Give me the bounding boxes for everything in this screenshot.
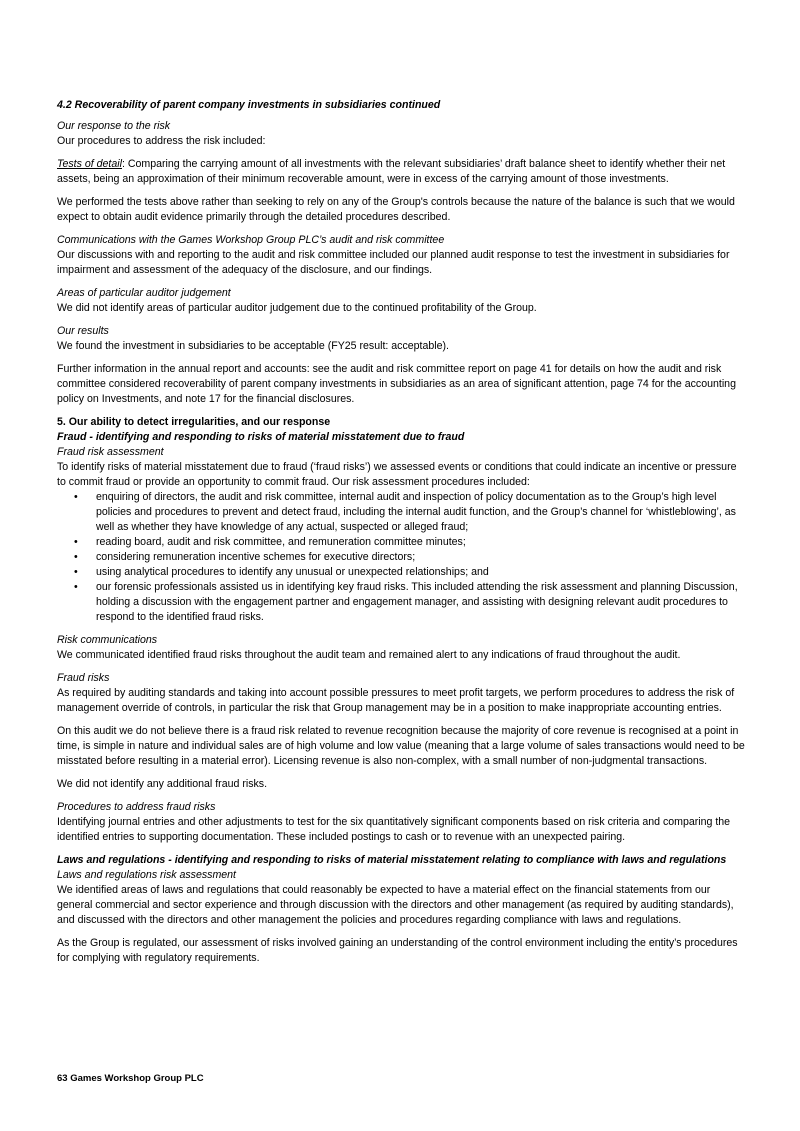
section-heading-4-2: 4.2 Recoverability of parent company investments in subsidiaries continued xyxy=(57,99,441,111)
list-item xyxy=(57,550,745,565)
subheading-communications: Communications with the Games Workshop Group PLC’s audit and risk committee xyxy=(57,234,445,246)
subheading-procedures: Procedures to address fraud risks xyxy=(57,801,216,813)
paragraph-revenue-recognition: On this audit we do not believe there is a fraud risk related to revenue recognition because the majority of core revenue is recognised at a point in time, is simple in nature and individual sales are of high volume and low value (meaning that a large volume of sales transactions would need to be misstated before resulting in a material error). Licensing revenue is also non-complex, with a small number of non-judgmental transactions. xyxy=(57,725,745,767)
document-page xyxy=(57,98,745,966)
list-item-text: our forensic professionals assisted us in identifying key fraud risks. This included attending the risk assessment and planning Discussion, holding a discussion with the engagement partner and engagement manager, and assisting with designing relevant audit procedures to respond to the identified fraud risks. xyxy=(96,581,738,623)
subheading-laws: Laws and regulations - identifying and responding to risks of material misstatement relating to compliance with laws and regulations xyxy=(57,854,727,866)
list-item-text: considering remuneration incentive schemes for executive directors; xyxy=(96,551,416,563)
paragraph-fraud-risks: As required by auditing standards and taking into account possible pressures to meet profit targets, we perform procedures to address the risk of management override of controls, in particular the risk that Group management may be in a position to make inappropriate accounting entries. xyxy=(57,687,735,714)
list-item-text: using analytical procedures to identify any unusual or unexpected relationships; and xyxy=(96,566,489,578)
paragraph-risk-communications: We communicated identified fraud risks throughout the audit team and remained alert to any indications of fraud throughout the audit. xyxy=(57,649,681,661)
tests-of-detail-label: Tests of detail xyxy=(57,158,122,170)
section-heading-5: 5. Our ability to detect irregularities, and our response xyxy=(57,416,331,428)
tests-of-detail-text: : Comparing the carrying amount of all investments with the relevant subsidiaries’ draft balance sheet to identify whether their net assets, being an approximation of their minimum recoverable amount, were in excess of the carrying amount of those investments. xyxy=(57,158,726,185)
subheading-fraud: Fraud - identifying and responding to risks of material misstatement due to fraud xyxy=(57,431,465,443)
fraud-procedures-list xyxy=(57,490,745,625)
paragraph-response-intro: Our procedures to address the risk included: xyxy=(57,135,266,147)
bullet-icon: • xyxy=(74,551,78,563)
paragraph-further-info: Further information in the annual report and accounts: see the audit and risk committee report on page 41 for details on how the audit and risk committee considered recoverability of parent company investments in subsidiaries as an area of significant attention, page 74 for the accounting policy on Investments, and note 17 for the financial disclosures. xyxy=(57,363,736,405)
list-item xyxy=(57,535,745,550)
paragraph-no-additional-risks: We did not identify any additional fraud risks. xyxy=(57,778,268,790)
paragraph-tests-reason: We performed the tests above rather than seeking to rely on any of the Group's controls because the nature of the balance is such that we would expect to obtain audit evidence primarily through the detailed procedures described. xyxy=(57,196,735,223)
bullet-icon: • xyxy=(74,536,78,548)
paragraph-procedures: Identifying journal entries and other adjustments to test for the six quantitatively significant components based on risk criteria and comparing the identified entries to supporting documentation. These included postings to cash or to revenue with an unexpected pairing. xyxy=(57,816,731,843)
bullet-icon: • xyxy=(74,566,78,578)
subheading-laws-assessment: Laws and regulations risk assessment xyxy=(57,869,237,881)
subheading-response: Our response to the risk xyxy=(57,120,171,132)
subheading-risk-communications: Risk communications xyxy=(57,634,158,646)
paragraph-judgement: We did not identify areas of particular auditor judgement due to the continued profitability of the Group. xyxy=(57,302,537,314)
paragraph-tests-of-detail xyxy=(57,157,745,187)
subheading-fraud-risks: Fraud risks xyxy=(57,672,110,684)
paragraph-communications: Our discussions with and reporting to the audit and risk committee included our planned audit response to test the investment in subsidiaries for impairment and assessment of the adequacy of the disclosure, and our findings. xyxy=(57,249,730,276)
list-item xyxy=(57,580,745,625)
list-item xyxy=(57,490,745,535)
subheading-fraud-assessment: Fraud risk assessment xyxy=(57,446,164,458)
bullet-icon: • xyxy=(74,491,78,503)
bullet-icon: • xyxy=(74,581,78,593)
paragraph-laws-assessment: We identified areas of laws and regulations that could reasonably be expected to have a material effect on the financial statements from our general commercial and sector experience and through discussion with the directors and other management (as required by auditing standards), and discussed with the directors and other management the policies and procedures regarding compliance with laws and regulations. xyxy=(57,884,734,926)
list-item-text: enquiring of directors, the audit and risk committee, internal audit and inspection of policy documentation as to the Group’s high level policies and procedures to prevent and detect fraud, including the internal audit function, and the Group’s channel for ‘whistleblowing’, as well as whether they have knowledge of any actual, suspected or alleged fraud; xyxy=(96,491,736,533)
paragraph-results: We found the investment in subsidiaries to be acceptable (FY25 result: acceptable). xyxy=(57,340,449,352)
subheading-judgement: Areas of particular auditor judgement xyxy=(57,287,231,299)
list-item-text: reading board, audit and risk committee, and remuneration committee minutes; xyxy=(96,536,466,548)
paragraph-fraud-assessment: To identify risks of material misstatement due to fraud (‘fraud risks’) we assessed events or conditions that could indicate an incentive or pressure to commit fraud or provide an opportunity to commit fraud. Our risk assessment procedures included: xyxy=(57,461,737,488)
list-item xyxy=(57,565,745,580)
page-footer: 63 Games Workshop Group PLC xyxy=(57,1073,204,1084)
subheading-results: Our results xyxy=(57,325,109,337)
paragraph-regulated: As the Group is regulated, our assessment of risks involved gaining an understanding of the control environment including the entity’s procedures for complying with regulatory requirements. xyxy=(57,937,738,964)
